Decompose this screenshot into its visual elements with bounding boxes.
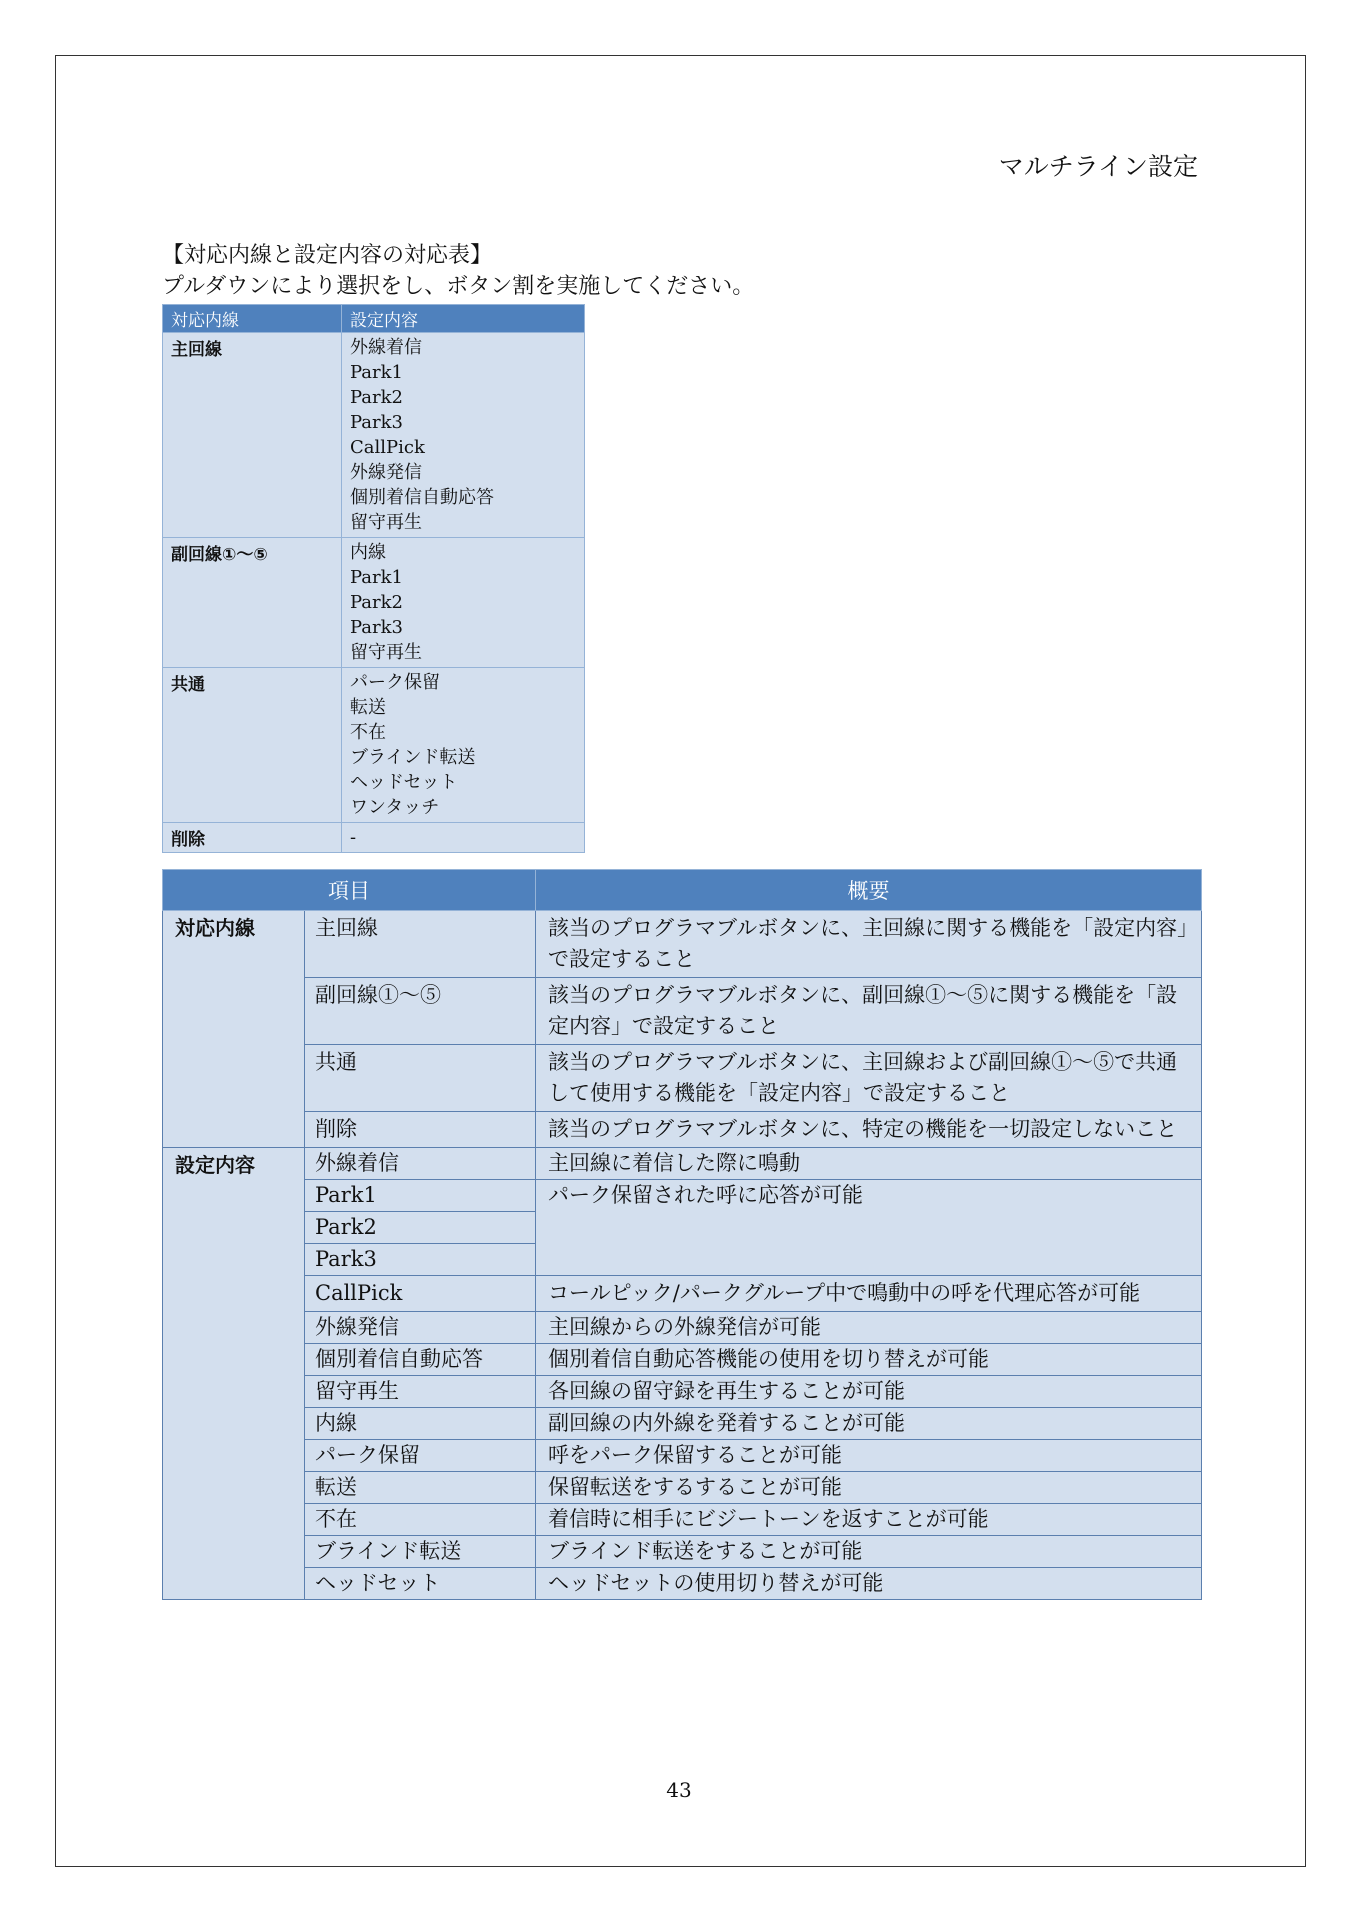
table-row — [163, 1180, 1202, 1212]
table-row — [163, 911, 1202, 978]
row-label: 主回線 — [163, 333, 342, 538]
list-item: パーク保留 — [350, 672, 440, 693]
table-row — [163, 1276, 1202, 1312]
item-cell: CallPick — [305, 1276, 536, 1312]
summary-cell: 保留転送をするすることが可能 — [536, 1472, 1202, 1504]
item-cell: 個別着信自動応答 — [305, 1344, 536, 1376]
table-row — [163, 1045, 1202, 1112]
list-item: 個別着信自動応答 — [350, 487, 494, 508]
item-cell: 留守再生 — [305, 1376, 536, 1408]
table-row — [163, 333, 585, 538]
table-row — [163, 668, 585, 823]
description-table-header — [163, 870, 1202, 911]
list-item: Park3 — [350, 617, 403, 638]
item-cell: Park2 — [305, 1212, 536, 1244]
list-item: 外線着信 — [350, 337, 422, 358]
header-cell-summary: 概要 — [536, 870, 1202, 911]
mapping-table — [162, 304, 585, 853]
item-cell: 共通 — [305, 1045, 536, 1112]
table-row — [163, 1536, 1202, 1568]
row-label: 副回線①～⑤ — [163, 538, 342, 668]
table-row — [163, 1112, 1202, 1148]
summary-cell: 該当のプログラマブルボタンに、副回線①～⑤に関する機能を「設定内容」で設定すること — [536, 978, 1202, 1045]
item-cell: 外線着信 — [305, 1148, 536, 1180]
list-item: 外線発信 — [350, 462, 422, 483]
settings-list — [342, 538, 585, 668]
settings-list — [342, 668, 585, 823]
item-cell: パーク保留 — [305, 1440, 536, 1472]
table-row — [163, 1472, 1202, 1504]
settings-list — [342, 333, 585, 538]
list-item: 不在 — [350, 722, 386, 743]
item-cell: ヘッドセット — [305, 1568, 536, 1600]
header-cell-extension: 対応内線 — [163, 305, 342, 333]
list-item: Park1 — [350, 567, 403, 588]
table-row — [163, 978, 1202, 1045]
row-label: 共通 — [163, 668, 342, 823]
table-row — [163, 1376, 1202, 1408]
group-label: 設定内容 — [163, 1148, 305, 1600]
item-cell: 削除 — [305, 1112, 536, 1148]
table-row — [163, 1148, 1202, 1180]
list-item: - — [350, 827, 357, 848]
mapping-table-header — [163, 305, 585, 333]
list-item: ブラインド転送 — [350, 747, 476, 768]
table-row — [163, 1440, 1202, 1472]
summary-cell: 該当のプログラマブルボタンに、特定の機能を一切設定しないこと — [536, 1112, 1202, 1148]
summary-cell: 呼をパーク保留することが可能 — [536, 1440, 1202, 1472]
list-item: Park2 — [350, 592, 403, 613]
summary-cell: 個別着信自動応答機能の使用を切り替えが可能 — [536, 1344, 1202, 1376]
section-note: プルダウンにより選択をし、ボタン割を実施してください。 — [162, 274, 755, 299]
page-header-title: マルチライン設定 — [998, 152, 1198, 181]
summary-cell: 主回線からの外線発信が可能 — [536, 1312, 1202, 1344]
table-row — [163, 1408, 1202, 1440]
settings-list — [342, 823, 585, 853]
item-cell: ブラインド転送 — [305, 1536, 536, 1568]
table-row — [163, 1344, 1202, 1376]
table-row — [163, 823, 585, 853]
summary-cell: パーク保留された呼に応答が可能 — [536, 1180, 1202, 1276]
list-item: 留守再生 — [350, 512, 422, 533]
table-row — [163, 1504, 1202, 1536]
list-item: CallPick — [350, 437, 425, 458]
item-cell: 転送 — [305, 1472, 536, 1504]
summary-cell: ブラインド転送をすることが可能 — [536, 1536, 1202, 1568]
item-cell: 外線発信 — [305, 1312, 536, 1344]
list-item: Park2 — [350, 387, 403, 408]
group-label: 対応内線 — [163, 911, 305, 1148]
item-cell: 不在 — [305, 1504, 536, 1536]
list-item: ワンタッチ — [350, 797, 440, 818]
row-label: 削除 — [163, 823, 342, 853]
item-cell: 副回線①～⑤ — [305, 978, 536, 1045]
table-row — [163, 538, 585, 668]
page-number: 43 — [666, 1778, 692, 1802]
summary-cell: 該当のプログラマブルボタンに、主回線および副回線①～⑤で共通して使用する機能を「設定内容」で設定すること — [536, 1045, 1202, 1112]
list-item: ヘッドセット — [350, 772, 458, 793]
summary-cell: 各回線の留守録を再生することが可能 — [536, 1376, 1202, 1408]
summary-cell: 着信時に相手にビジートーンを返すことが可能 — [536, 1504, 1202, 1536]
table-row — [163, 1568, 1202, 1600]
table-row — [163, 1312, 1202, 1344]
item-cell: Park3 — [305, 1244, 536, 1276]
list-item: 留守再生 — [350, 642, 422, 663]
list-item: Park1 — [350, 362, 403, 383]
header-cell-item: 項目 — [163, 870, 536, 911]
summary-cell: 副回線の内外線を発着することが可能 — [536, 1408, 1202, 1440]
item-cell: 内線 — [305, 1408, 536, 1440]
summary-cell: 主回線に着信した際に鳴動 — [536, 1148, 1202, 1180]
summary-cell: 該当のプログラマブルボタンに、主回線に関する機能を「設定内容」で設定すること — [536, 911, 1202, 978]
item-cell: 主回線 — [305, 911, 536, 978]
description-table — [162, 869, 1202, 1600]
summary-cell: ヘッドセットの使用切り替えが可能 — [536, 1568, 1202, 1600]
section-title: 【対応内線と設定内容の対応表】 — [162, 243, 493, 268]
header-cell-settings: 設定内容 — [342, 305, 585, 333]
list-item: 内線 — [350, 542, 386, 563]
list-item: Park3 — [350, 412, 403, 433]
item-cell: Park1 — [305, 1180, 536, 1212]
list-item: 転送 — [350, 697, 386, 718]
summary-cell: コールピック/パークグループ中で鳴動中の呼を代理応答が可能 — [536, 1276, 1202, 1312]
